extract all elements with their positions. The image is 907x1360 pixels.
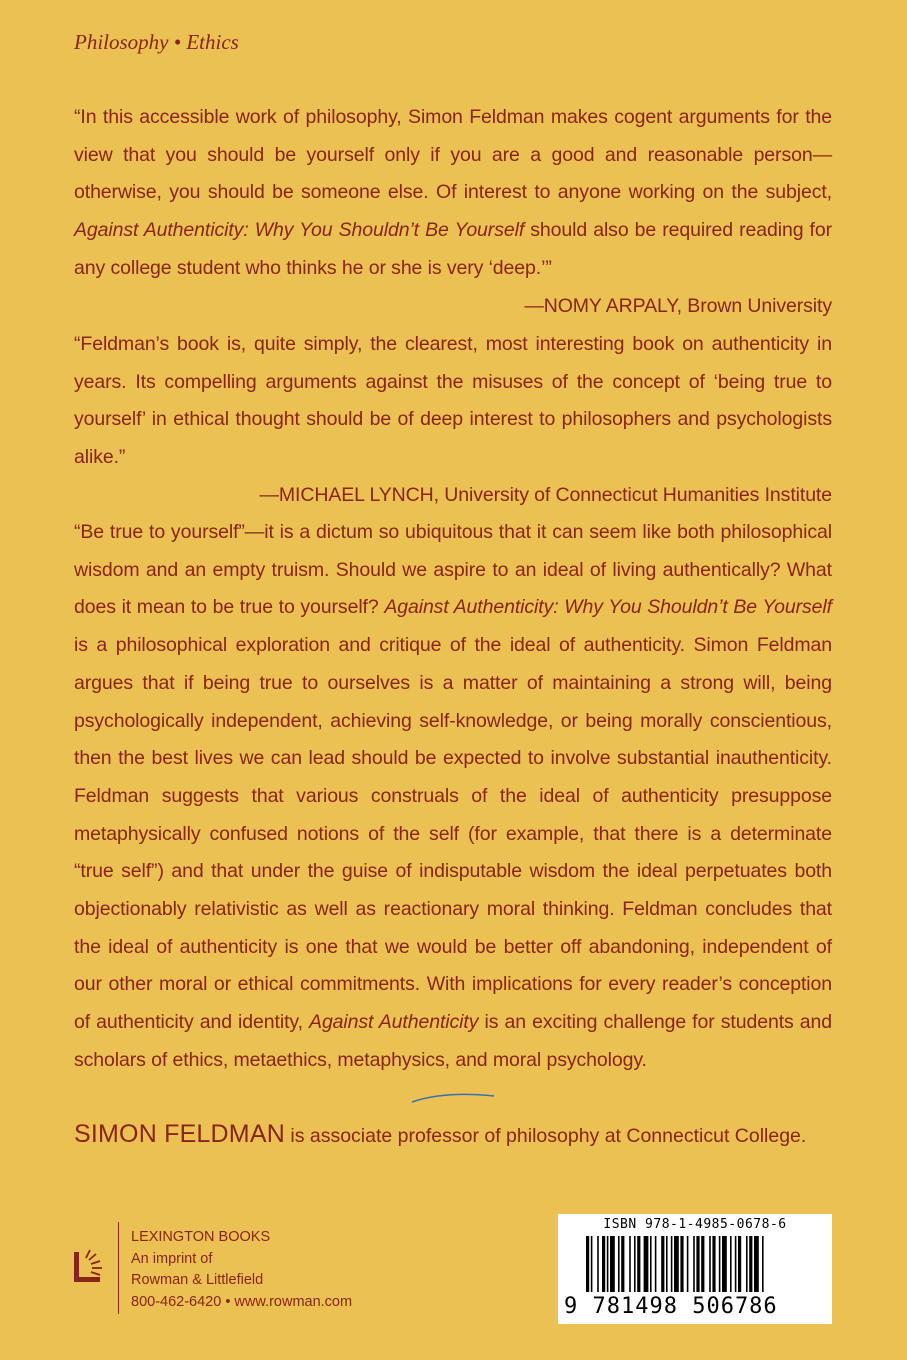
author-bio-text: is associate professor of philosophy at Connecticut College. [284, 1125, 807, 1147]
blurb-arpaly-text: “In this accessible work of philosophy, Simon Feldman makes cogent arguments for the view that you should be yourself only if you are a good and reasonable person—otherwise, you should be someone else. Of interest to anyone working on the subject, [74, 106, 832, 204]
barcode-bar [735, 1236, 737, 1292]
author-bio [74, 1120, 806, 1149]
barcode-bar [634, 1236, 636, 1292]
barcode-bar [746, 1236, 748, 1292]
barcode-bar [730, 1236, 732, 1292]
blurb-arpaly-text-cont: should also be required reading for any college student who thinks he or she is very ‘deep.’” [74, 219, 832, 279]
barcode-bar [621, 1236, 624, 1292]
barcode-bar [738, 1236, 741, 1292]
barcode-bar [754, 1236, 759, 1292]
barcode-bar [629, 1236, 631, 1292]
barcode-bar [597, 1236, 599, 1292]
barcode-bar [655, 1236, 657, 1292]
barcode-bar [693, 1236, 695, 1292]
description-text-3: is an exciting challenge for students and scholars of ethics, metaethics, metaphysics, and moral psychology. [74, 1011, 833, 1071]
blurb-lynch [74, 326, 832, 515]
category-label: Philosophy • Ethics [74, 30, 239, 54]
barcode-bar [671, 1236, 673, 1292]
book-description [74, 514, 832, 1080]
barcode-bar [650, 1236, 652, 1292]
book-title-italic: Against Authenticity: Why You Shouldn’t Be Yourself [74, 219, 525, 242]
barcode-bar [618, 1236, 620, 1292]
barcode-bar [661, 1236, 664, 1292]
description-text-1: “Be true to yourself”—it is a dictum so ubiquitous that it can seem like both philosophical wisdom and an empty truism. Should we aspire to an ideal of living authentically? What does it mean to be true to yourself? [74, 521, 832, 619]
barcode-bar [762, 1236, 764, 1292]
publisher-logo-icon [74, 1248, 106, 1284]
barcode-bar [712, 1236, 715, 1292]
barcode-bar [719, 1236, 721, 1292]
author-name: SIMON FELDMAN [74, 1120, 285, 1148]
description-title-1: Against Authenticity: Why You Shouldn’t Be Yourself [384, 596, 832, 619]
barcode-bar [610, 1236, 615, 1292]
publisher-parent: Rowman & Littlefield [131, 1272, 264, 1288]
barcode-bar [644, 1236, 649, 1292]
isbn-label: ISBN 978-1-4985-0678-6 [603, 1217, 787, 1232]
publisher-imprint: An imprint of [131, 1250, 213, 1267]
publisher-divider [118, 1222, 119, 1314]
blurb-arpaly-attribution: —NOMY ARPALY, Brown University [524, 294, 832, 317]
barcode-bar [591, 1236, 593, 1292]
barcode-bar [687, 1236, 689, 1292]
barcode-bar [607, 1236, 609, 1292]
description-text-2: is a philosophical exploration and critique of the ideal of authenticity. Simon Feldman argues that if being true to ourselves is a matter of maintaining a strong will, being psychologically independent, achieving self-knowledge, or being morally conscientious, then the best lives we can lead should be expected to involve substantial inauthenticity. Feldman suggests that various construals of the ideal of authenticity presuppose metaphysically confused notions of the self (for example, that there is a determinate “true self”) and that under the guise of indisputable wisdom the ideal perpetuates both objectionably relativistic as well as reactionary moral thinking. Feldman concludes that the ideal of authenticity is one that we would be better off abandoning, independent of our other moral or ethical commitments. With implications for every reader’s conception of authenticity and identity, [74, 634, 832, 1034]
blurb-lynch-text: “Feldman’s book is, quite simply, the clearest, most interesting book on authenticity in years. Its compelling arguments against the misuses of the concept of ‘being true to yourself’ in ethical thought should be of deep interest to philosophers and psychologists alike.” [74, 333, 832, 469]
isbn-barcode [558, 1214, 832, 1324]
barcode-bar [722, 1236, 727, 1292]
description-title-2: Against Authenticity [309, 1011, 479, 1034]
barcode-bar [666, 1236, 668, 1292]
barcode-digits: 9 781498 506786 [564, 1294, 778, 1319]
barcode-bar [637, 1236, 640, 1292]
barcode-bar [680, 1236, 683, 1292]
publisher-text [131, 1227, 352, 1313]
barcode-bar [674, 1236, 679, 1292]
barcode-bar [701, 1236, 704, 1292]
blurb-arpaly [74, 99, 832, 325]
barcode-bar [602, 1236, 605, 1292]
publisher-contact: 800-462-6420 • www.rowman.com [131, 1293, 353, 1310]
decorative-flourish [410, 1090, 500, 1106]
barcode-bar [749, 1236, 752, 1292]
barcode-bar [709, 1236, 711, 1292]
publisher-name: LEXINGTON BOOKS [131, 1229, 271, 1245]
barcode-bar [586, 1236, 589, 1292]
blurb-lynch-attribution: —MICHAEL LYNCH, University of Connecticut Humanities Institute [259, 483, 832, 506]
barcode-bar [696, 1236, 699, 1292]
